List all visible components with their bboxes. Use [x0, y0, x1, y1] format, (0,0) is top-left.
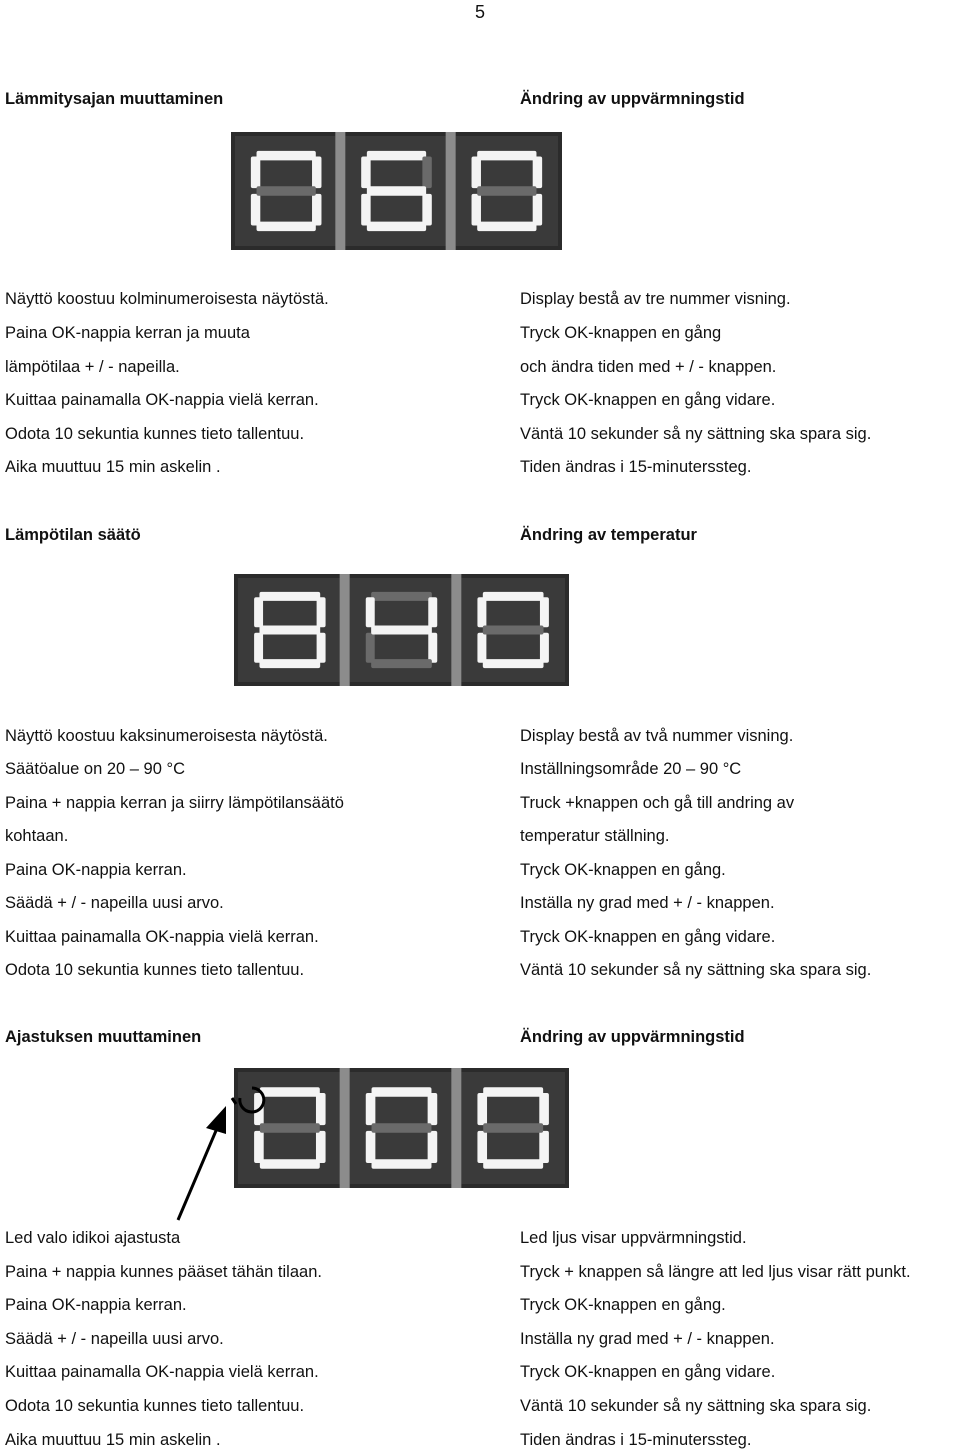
heading-timer-sv: Ändring av uppvärmningstid: [520, 1028, 745, 1046]
text-line-sv: Inställa ny grad med + / - knappen.: [520, 1330, 775, 1348]
segment-c: [312, 194, 321, 226]
text-line-fi: Kuittaa painamalla OK-nappia vielä kerran.: [5, 391, 319, 409]
seven-segment-display: [234, 1068, 569, 1188]
segment-c: [533, 194, 542, 226]
text-line-sv: Väntä 10 sekunder så ny sättning ska spara sig.: [520, 961, 872, 979]
seven-segment-display: [231, 132, 562, 250]
segment-a: [257, 151, 316, 160]
segment-f: [254, 597, 263, 627]
display-photo-heating-time: [231, 132, 562, 250]
segment-b: [539, 1093, 549, 1125]
segment-e: [366, 633, 375, 663]
text-line-sv: temperatur ställning.: [520, 827, 670, 845]
segment-g: [477, 186, 536, 195]
text-line-sv: Tryck OK-knappen en gång.: [520, 1296, 726, 1314]
segment-e: [361, 194, 370, 226]
display-photo-temperature: [234, 574, 569, 686]
text-line-fi: Kuittaa painamalla OK-nappia vielä kerran.: [5, 928, 319, 946]
segment-e: [477, 1131, 487, 1163]
divider-strip: [446, 132, 456, 250]
text-line-fi: Näyttö koostuu kolminumeroisesta näytöstä.: [5, 290, 329, 308]
display-photo-timer: [234, 1068, 569, 1188]
divider-strip: [340, 1068, 350, 1188]
text-line-sv: Inställa ny grad med + / - knappen.: [520, 894, 775, 912]
text-line-sv: Led ljus visar uppvärmningstid.: [520, 1229, 747, 1247]
segment-d: [367, 222, 426, 231]
segment-b: [312, 157, 321, 189]
heading-temperature-fi: Lämpötilan säätö: [5, 526, 141, 544]
segment-c: [316, 1131, 326, 1163]
segment-a: [371, 592, 432, 601]
text-line-sv: Tiden ändras i 15-minuterssteg.: [520, 458, 752, 476]
segment-a: [259, 592, 320, 601]
segment-a: [367, 151, 426, 160]
segment-a: [477, 151, 536, 160]
text-line-sv: Tiden ändras i 15-minuterssteg.: [520, 1431, 752, 1449]
segment-d: [259, 659, 320, 668]
segment-d: [371, 659, 432, 668]
text-line-fi: Odota 10 sekuntia kunnes tieto tallentuu.: [5, 425, 305, 443]
segment-e: [366, 1131, 376, 1163]
segment-e: [477, 633, 486, 663]
text-line-fi: Näyttö koostuu kaksinumeroisesta näytöstä.: [5, 727, 328, 745]
segment-e: [472, 194, 481, 226]
segment-c: [422, 194, 431, 226]
segment-f: [366, 1093, 376, 1125]
segment-c: [428, 633, 437, 663]
segment-b: [428, 1093, 438, 1125]
text-line-sv: Tryck OK-knappen en gång vidare.: [520, 391, 776, 409]
divider-strip: [340, 574, 350, 686]
text-line-sv: Väntä 10 sekunder så ny sättning ska spara sig.: [520, 425, 872, 443]
segment-b: [540, 597, 549, 627]
segment-b: [316, 1093, 326, 1125]
text-line-fi: Kuittaa painamalla OK-nappia vielä kerran.: [5, 1363, 319, 1381]
text-line-fi: Paina OK-nappia kerran ja muuta: [5, 324, 250, 342]
text-line-fi: Paina + nappia kunnes pääset tähän tilaan.: [5, 1263, 322, 1281]
text-line-fi: Aika muuttuu 15 min askelin .: [5, 1431, 221, 1449]
divider-strip: [335, 132, 345, 250]
text-line-fi: Aika muuttuu 15 min askelin .: [5, 458, 221, 476]
segment-a: [372, 1087, 432, 1097]
segment-c: [539, 1131, 549, 1163]
text-line-fi: Paina OK-nappia kerran.: [5, 861, 187, 879]
text-line-sv: Tryck OK-knappen en gång vidare.: [520, 928, 776, 946]
text-line-sv: Inställningsområde 20 – 90 °C: [520, 760, 742, 778]
heading-timer-fi: Ajastuksen muuttaminen: [5, 1028, 202, 1046]
arrow-pointer-icon: [160, 1070, 280, 1230]
text-line-fi: Odota 10 sekuntia kunnes tieto tallentuu.: [5, 1397, 305, 1415]
segment-f: [477, 597, 486, 627]
segment-f: [472, 157, 481, 189]
segment-f: [361, 157, 370, 189]
segment-e: [251, 194, 260, 226]
segment-f: [477, 1093, 487, 1125]
segment-b: [533, 157, 542, 189]
text-line-sv: Tryck + knappen så längre att led ljus visar rätt punkt.: [520, 1263, 911, 1281]
heading-heating-time-fi: Lämmitysajan muuttaminen: [5, 90, 224, 108]
text-line-sv: Väntä 10 sekunder så ny sättning ska spara sig.: [520, 1397, 872, 1415]
text-line-fi: Säädä + / - napeilla uusi arvo.: [5, 894, 224, 912]
segment-d: [483, 1159, 543, 1169]
segment-a: [483, 1087, 543, 1097]
seven-segment-display: [234, 574, 569, 686]
divider-strip: [451, 1068, 461, 1188]
segment-d: [483, 659, 544, 668]
heading-heating-time-sv: Ändring av uppvärmningstid: [520, 90, 745, 108]
text-line-sv: Truck +knappen och gå till andring av: [520, 794, 795, 812]
segment-f: [251, 157, 260, 189]
text-line-sv: Display bestå av tre nummer visning.: [520, 290, 791, 308]
segment-b: [422, 157, 431, 189]
divider-strip: [451, 574, 461, 686]
segment-g: [257, 186, 316, 195]
heading-temperature-sv: Ändring av temperatur: [520, 526, 697, 544]
text-line-fi: Säädä + / - napeilla uusi arvo.: [5, 1330, 224, 1348]
segment-g: [259, 626, 320, 635]
segment-c: [540, 633, 549, 663]
text-line-sv: Display bestå av två nummer visning.: [520, 727, 794, 745]
segment-e: [254, 633, 263, 663]
segment-d: [257, 222, 316, 231]
segment-g: [483, 1123, 543, 1133]
segment-c: [317, 633, 326, 663]
segment-g: [372, 1123, 432, 1133]
text-line-fi: Led valo idikoi ajastusta: [5, 1229, 181, 1247]
segment-b: [317, 597, 326, 627]
text-line-sv: Tryck OK-knappen en gång.: [520, 861, 726, 879]
segment-g: [367, 186, 426, 195]
text-line-sv: Tryck OK-knappen en gång vidare.: [520, 1363, 776, 1381]
text-line-sv: och ändra tiden med + / - knappen.: [520, 358, 777, 376]
text-line-fi: Säätöalue on 20 – 90 °C: [5, 760, 185, 778]
text-line-fi: Odota 10 sekuntia kunnes tieto tallentuu.: [5, 961, 305, 979]
segment-c: [428, 1131, 438, 1163]
segment-d: [372, 1159, 432, 1169]
text-line-fi: Paina + nappia kerran ja siirry lämpötilansäätö: [5, 794, 344, 812]
segment-g: [483, 626, 544, 635]
segment-f: [366, 597, 375, 627]
text-line-fi: kohtaan.: [5, 827, 69, 845]
text-line-sv: Tryck OK-knappen en gång: [520, 324, 722, 342]
text-line-fi: lämpötilaa + / - napeilla.: [5, 358, 180, 376]
text-line-fi: Paina OK-nappia kerran.: [5, 1296, 187, 1314]
segment-d: [477, 222, 536, 231]
page-number: 5: [474, 2, 485, 22]
segment-b: [428, 597, 437, 627]
segment-g: [371, 626, 432, 635]
segment-a: [483, 592, 544, 601]
